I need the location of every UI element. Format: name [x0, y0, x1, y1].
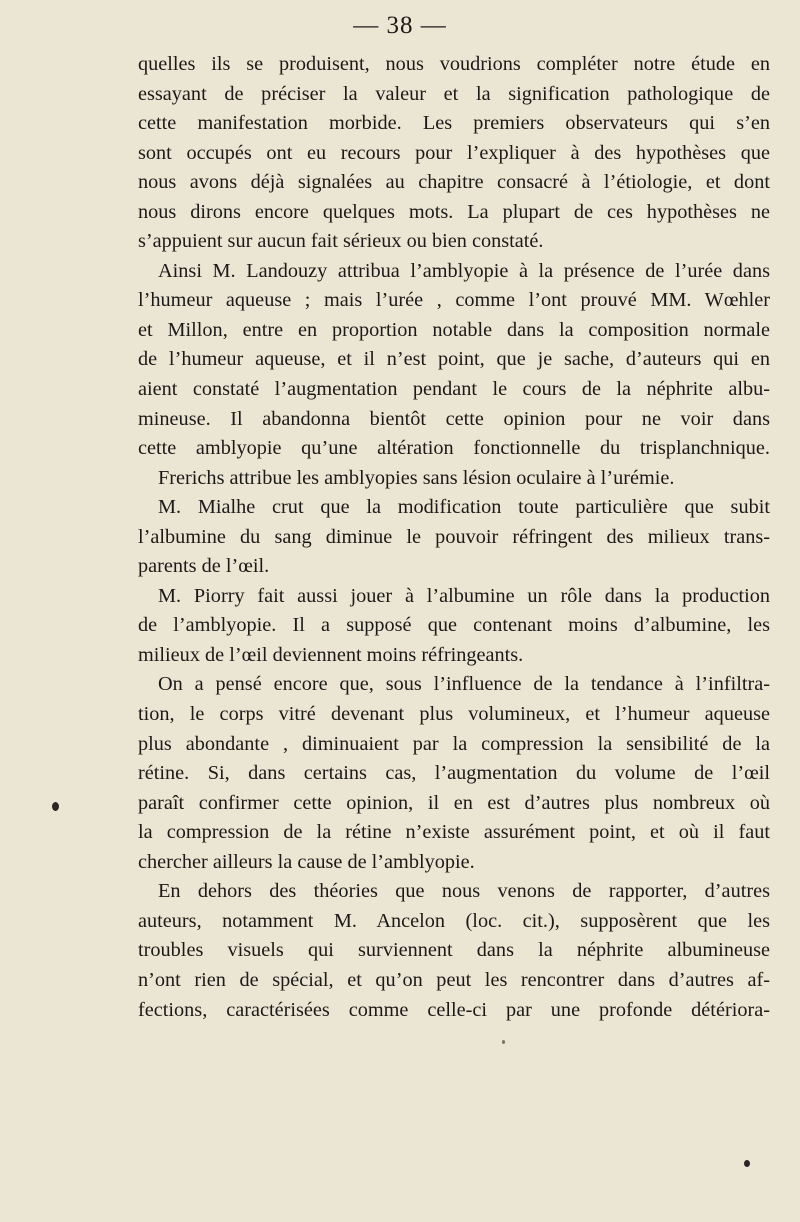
text-line: chercher ailleurs la cause de l’amblyopie.: [138, 850, 475, 873]
text-line: cette amblyopie qu’une altération fonctionnelle du trisplanchnique.: [138, 437, 770, 460]
text-line: l’albumine du sang diminue le pouvoir réfringent des milieux trans-: [138, 525, 770, 548]
text-line: la compression de la rétine n’existe assurément point, et où il faut: [138, 821, 770, 844]
text-line: nous dirons encore quelques mots. La plupart de ces hypothèses ne: [138, 200, 770, 223]
text-line: Frerichs attribue les amblyopies sans lésion oculaire à l’urémie.: [158, 466, 675, 489]
text-line: paraît confirmer cette opinion, il en est d’autres plus nombreux où: [138, 791, 770, 814]
text-line: nous avons déjà signalées au chapitre consacré à l’étiologie, et dont: [138, 171, 770, 194]
text-line: auteurs, notamment M. Ancelon (loc. cit.), supposèrent que les: [138, 909, 770, 932]
text-line: l’humeur aqueuse ; mais l’urée , comme l’ont prouvé MM. Wœhler: [138, 289, 770, 312]
text-line: troubles visuels qui surviennent dans la néphrite albumineuse: [138, 939, 770, 962]
text-line: essayant de préciser la valeur et la signification pathologique de: [138, 82, 770, 105]
text-line: plus abondante , diminuaient par la compression la sensibilité de la: [138, 732, 770, 755]
text-line: On a pensé encore que, sous l’influence de la tendance à l’infiltra-: [158, 673, 770, 696]
ink-speck: [52, 802, 59, 811]
page-number: — 38 —: [353, 12, 447, 39]
text-line: parents de l’œil.: [138, 555, 270, 578]
text-line: tion, le corps vitré devenant plus volumineux, et l’humeur aqueuse: [138, 703, 770, 726]
text-line: de l’amblyopie. Il a supposé que contenant moins d’albumine, les: [138, 614, 770, 637]
ink-speck: [744, 1160, 750, 1167]
text-line: Ainsi M. Landouzy attribua l’amblyopie à la présence de l’urée dans: [158, 259, 770, 282]
text-line: n’ont rien de spécial, et qu’on peut les rencontrer dans d’autres af-: [138, 968, 770, 991]
text-line: de l’humeur aqueuse, et il n’est point, que je sache, d’auteurs qui en: [138, 348, 770, 371]
body-text: [138, 50, 770, 1025]
text-line: En dehors des théories que nous venons de rapporter, d’autres: [158, 880, 770, 903]
text-line: sont occupés ont eu recours pour l’expliquer à des hypothèses que: [138, 141, 770, 164]
text-line: quelles ils se produisent, nous voudrions compléter notre étude en: [138, 53, 770, 75]
text-line: rétine. Si, dans certains cas, l’augmentation du volume de l’œil: [138, 762, 770, 785]
text-line: M. Mialhe crut que la modification toute particulière que subit: [158, 496, 770, 519]
text-line: cette manifestation morbide. Les premiers observateurs qui s’en: [138, 112, 770, 135]
text-line: fections, caractérisées comme celle-ci par une profonde détériora-: [138, 998, 770, 1021]
text-line: s’appuient sur aucun fait sérieux ou bien constaté.: [138, 230, 544, 253]
ink-speck: [502, 1040, 505, 1044]
text-line: milieux de l’œil deviennent moins réfringeants.: [138, 643, 524, 666]
text-line: et Millon, entre en proportion notable dans la composition normale: [138, 318, 770, 341]
text-line: M. Piorry fait aussi jouer à l’albumine un rôle dans la production: [158, 584, 770, 607]
text-line: mineuse. Il abandonna bientôt cette opinion pour ne voir dans: [138, 407, 770, 430]
text-line: aient constaté l’augmentation pendant le cours de la néphrite albu-: [138, 378, 770, 401]
